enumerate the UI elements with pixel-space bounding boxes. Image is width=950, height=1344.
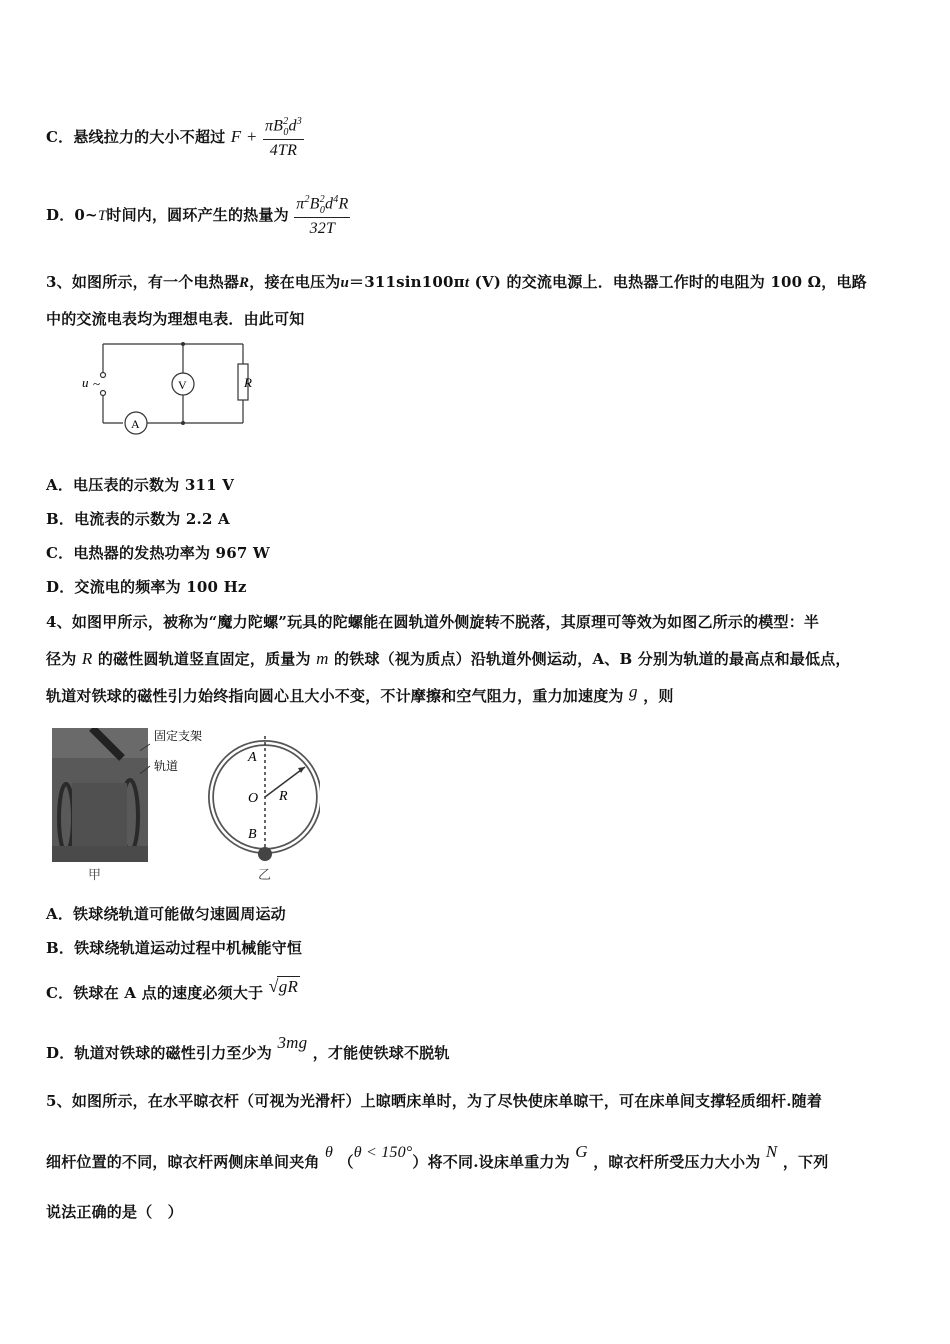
q3-option-a: A．电压表的示数为 311 V [46, 476, 235, 494]
sqrt-gR: gR [278, 977, 299, 996]
frac-B-sup: 2 [319, 194, 325, 205]
terminal-top [101, 373, 106, 378]
track-model-figure [140, 722, 320, 882]
ammeter-label: A [131, 417, 140, 431]
q5-line2-a: 细杆位置的不同，晾衣杆两侧床单间夹角 [46, 1153, 320, 1171]
label-R: R [279, 789, 288, 804]
photo-magic-top [52, 728, 148, 862]
frac-R: R [338, 195, 349, 213]
q3-text-b: ，接在电压为 [249, 273, 341, 291]
terminal-bottom [101, 391, 106, 396]
q5-N: N [765, 1142, 778, 1161]
caption-yi: 乙 [258, 868, 272, 882]
option-c-prev-fraction [263, 116, 304, 160]
q4-line3-b: ，则 [643, 687, 674, 705]
q4-option-c [46, 976, 300, 1003]
q4-option-b: B．铁球绕轨道运动过程中机械能守恒 [46, 939, 303, 957]
q4-option-c-text: C．铁球在 A 点的速度必须大于 [46, 984, 264, 1002]
option-d-prev [46, 194, 350, 238]
q3-text-a: 3、如图所示，有一个电热器 [46, 273, 240, 291]
frac-num-sup: 2 [283, 116, 289, 127]
frac-den: 4TR [269, 141, 298, 159]
q5-theta: θ [325, 1144, 334, 1161]
pointer-support [140, 744, 150, 756]
label-B: B [248, 827, 257, 842]
photo-magic-top-drawing [52, 728, 148, 862]
q3-option-d: D．交流电的频率为 100 Hz [46, 578, 247, 596]
q5-theta-condition: θ < 150° [353, 1144, 413, 1161]
q4-option-d-text-b: ，才能使铁球不脱轨 [312, 1044, 450, 1062]
sqrt-symbol: √ [268, 976, 279, 996]
frac-d-sup: 4 [333, 194, 339, 205]
q4-option-d-text-a: D．轨道对铁球的磁性引力至少为 [46, 1044, 273, 1062]
option-c-prev-math-lead: F + [230, 126, 258, 146]
source-label-u: u [82, 375, 89, 390]
junction-top [181, 342, 185, 346]
frac-B-sub: 0 [319, 204, 326, 216]
q4-line2-b: 的磁性圆轨道竖直固定，质量为 [97, 650, 311, 668]
q5-line2-c: ，晾衣杆所受压力大小为 [593, 1153, 761, 1171]
q4-line2-c: 的铁球（视为质点）沿轨道外侧运动，A、B 分别为轨道的最高点和最低点， [334, 650, 851, 668]
frac-B: B [309, 195, 320, 213]
q5-line1: 5、如图所示，在水平晾衣杆（可视为光滑杆）上晾晒床单时，为了尽快使床单晾干，可在床单间支撑轻质细杆.随着 [46, 1092, 823, 1110]
q4-line2-a: 径为 [46, 650, 77, 668]
q4-option-a: A．铁球绕轨道可能做匀速圆周运动 [46, 905, 286, 923]
frac-d: d [325, 195, 334, 213]
circuit-diagram [76, 338, 256, 438]
frac-num-d: d [288, 117, 297, 135]
option-d-prev-pre: D．0~ [46, 205, 98, 224]
q4-3mg: 3mg [277, 1033, 308, 1052]
pointer-track [140, 766, 150, 780]
voltmeter-label: V [178, 378, 187, 392]
label-fixed-support: 固定支架 [154, 729, 203, 743]
q4-m: m [316, 649, 329, 668]
option-c-prev-text: C．悬线拉力的大小不超过 [46, 127, 226, 146]
q4-R: R [81, 649, 93, 668]
q4-line2 [46, 648, 851, 669]
junction-bottom [181, 421, 185, 425]
q3-option-b: B．电流表的示数为 2.2 A [46, 510, 230, 528]
option-c-prev [46, 116, 304, 160]
q5-line3: 说法正确的是（ ） [46, 1203, 183, 1221]
q3-line2: 中的交流电表均为理想电表．由此可知 [46, 310, 305, 328]
q4-line3-a: 轨道对铁球的磁性引力始终指向圆心且大小不变，不计摩擦和空气阻力，重力加速度为 [46, 687, 624, 705]
q3-line1 [46, 271, 867, 292]
frac-pi: π [296, 195, 305, 213]
option-d-prev-post: 时间内，圆环产生的热量为 [106, 205, 289, 224]
q3-u: u [340, 275, 350, 291]
iron-ball [258, 847, 272, 861]
q5-line2 [46, 1142, 829, 1172]
option-d-prev-T: T [97, 207, 107, 224]
frac-pi-sup: 2 [304, 194, 310, 205]
q5-paren-open: （ [338, 1153, 354, 1171]
label-track: 轨道 [154, 759, 179, 773]
label-O: O [248, 791, 259, 806]
frac-num-sub: 0 [283, 126, 289, 138]
q3-text-d: (V) 的交流电源上．电热器工作时的电阻为 100 Ω，电路 [469, 273, 867, 291]
q3-t: t [464, 275, 470, 291]
resistor-label: R [244, 375, 252, 390]
q5-paren-close: ） [412, 1153, 428, 1171]
source-tilde: ~ [93, 376, 101, 391]
q4-g: g [629, 682, 638, 701]
q5-line2-d: ，下列 [782, 1153, 829, 1171]
q4-line1: 4、如图甲所示，被称为“魔力陀螺”玩具的陀螺能在圆轨道外侧旋转不脱落，其原理可等效为如图乙所示的模型：半 [46, 613, 820, 631]
label-A: A [248, 750, 257, 765]
frac-den-32T: 32T [309, 219, 336, 237]
q3-R: R [239, 275, 250, 291]
option-d-prev-fraction [294, 194, 350, 238]
q5-line2-b: 将不同.设床单重力为 [427, 1153, 570, 1171]
q5-G: G [575, 1142, 588, 1161]
frac-num-d-sup: 3 [296, 116, 302, 127]
q3-text-c: ＝311sin100π [349, 273, 465, 291]
q3-option-c: C．电热器的发热功率为 967 W [46, 544, 270, 562]
q4-option-d [46, 1033, 450, 1063]
caption-jia: 甲 [88, 868, 102, 883]
q4-line3 [46, 682, 674, 706]
frac-num-piB: πB [264, 117, 284, 135]
